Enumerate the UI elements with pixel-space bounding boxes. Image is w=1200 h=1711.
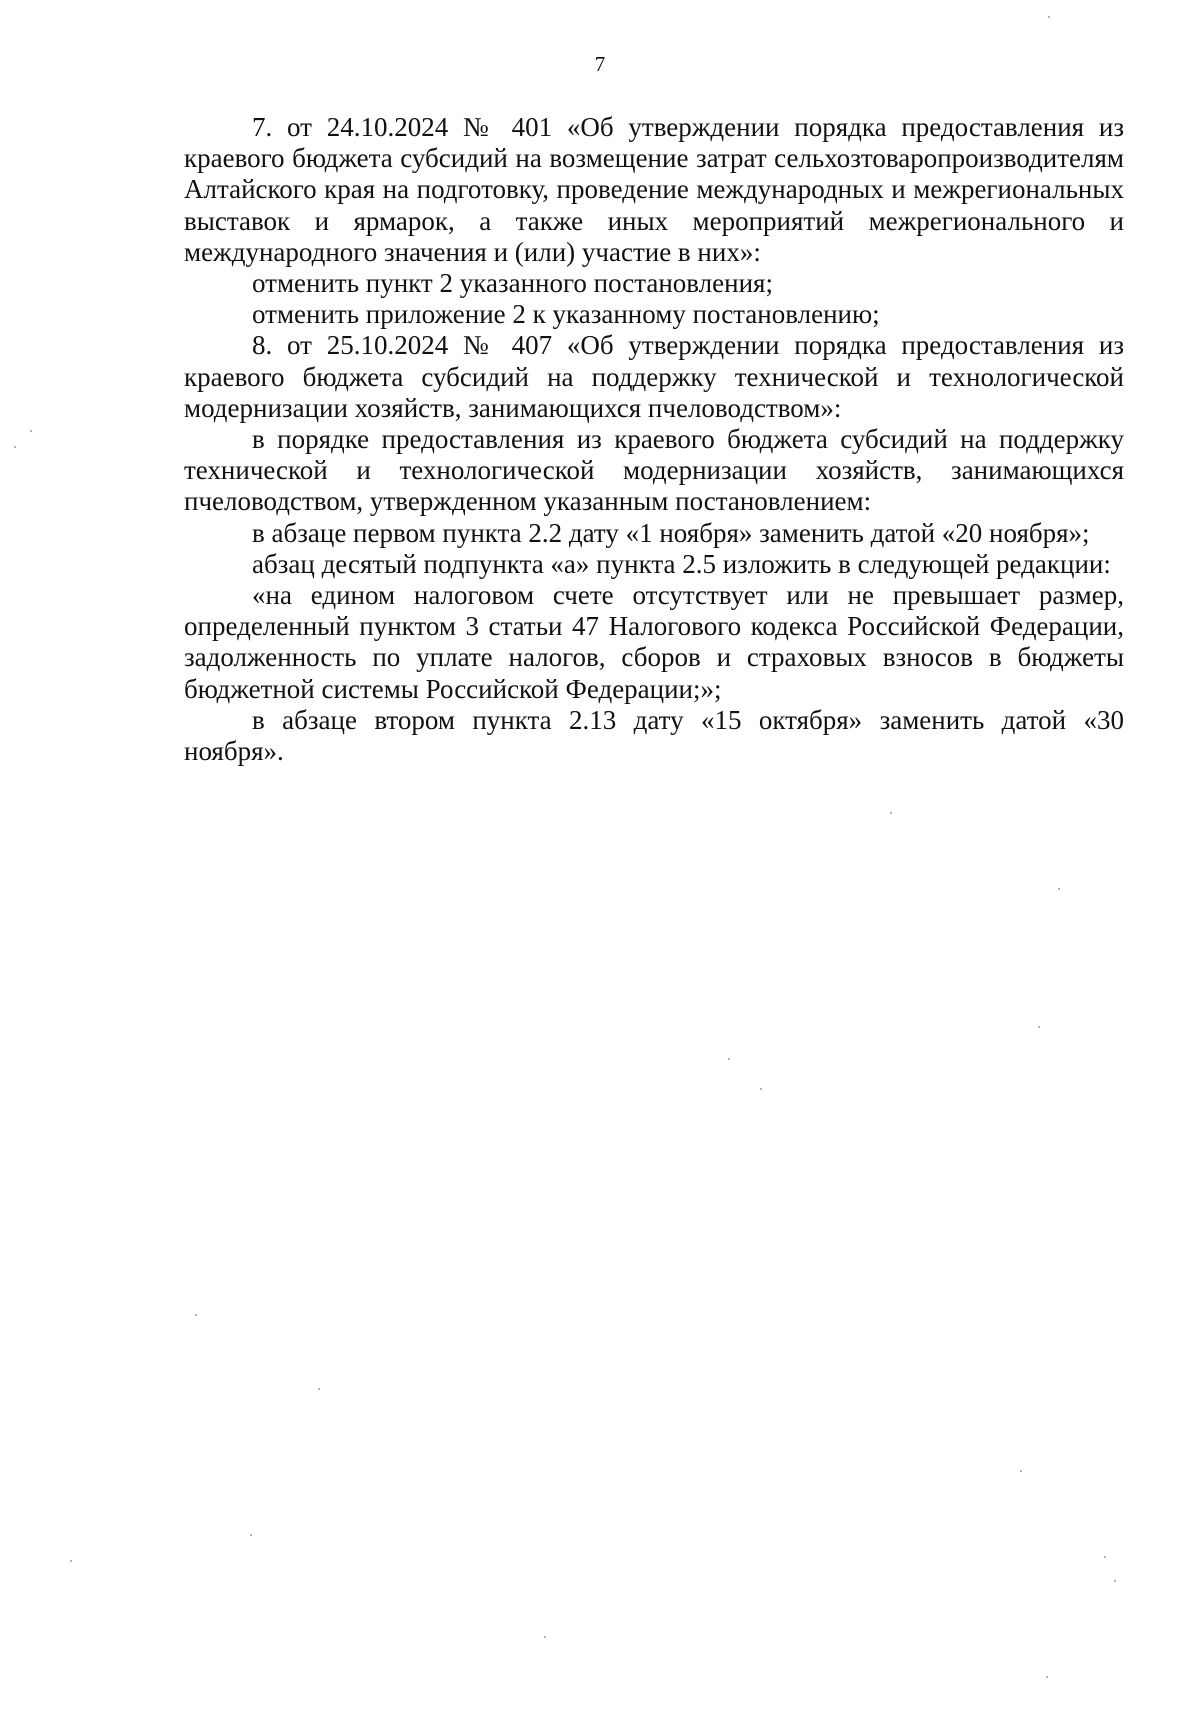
paragraph-new-wording: «на едином налоговом счете отсутствует или не превышает размер, определенный пунктом 3 статьи 47 Налогового кодекса Российской Федерации, задолженность по уплате налогов, сборов и страховых взносов в бюджеты бюджетной системы Российской Федерации;»; [184, 580, 1124, 704]
scan-speck [1048, 16, 1050, 18]
scan-speck [544, 1636, 546, 1638]
scan-speck [195, 1314, 197, 1316]
paragraph-point-2-2: в абзаце первом пункта 2.2 дату «1 ноября» заменить датой «20 ноября»; [252, 517, 1090, 548]
scan-speck [1046, 1676, 1048, 1678]
paragraph-order-intro: в порядке предоставления из краевого бюджета субсидий на поддержку технической и технологической модернизации хозяйств, занимающихся пчеловодством, утвержденном указанным постановлением: [184, 424, 1124, 517]
scan-speck [250, 1534, 252, 1536]
scan-speck [1058, 888, 1060, 890]
paragraph-cancel-point-2: отменить пункт 2 указанного постановления; [252, 268, 773, 299]
scan-speck [14, 446, 16, 448]
scan-speck [760, 1088, 762, 1090]
scan-speck [318, 1388, 320, 1390]
paragraph-cancel-appendix-2: отменить приложение 2 к указанному постановлению; [252, 299, 880, 330]
paragraph-item-8: 8. от 25.10.2024 № 407 «Об утверждении порядка предоставления из краевого бюджета субсидий на поддержку технической и технологической модернизации хозяйств, занимающихся пчеловодством»: [184, 330, 1124, 423]
scan-speck [1038, 1026, 1040, 1028]
scan-speck [1114, 1580, 1116, 1582]
paragraph-point-2-13: в абзаце втором пункта 2.13 дату «15 октября» заменить датой «30 ноября». [184, 704, 1124, 767]
document-body [184, 112, 1124, 767]
paragraph-point-2-5: абзац десятый подпункта «а» пункта 2.5 изложить в следующей редакции: [252, 548, 1111, 579]
scan-speck [728, 1058, 730, 1060]
scan-speck [1020, 1470, 1022, 1472]
page-number: 7 [594, 52, 606, 76]
paragraph-item-7: 7. от 24.10.2024 № 401 «Об утверждении порядка предоставления из краевого бюджета субсидий на возмещение затрат сельхозтоваропроизводителям Алтайского края на подготовку, проведение международных и межрегиональных выставок и ярмарок, а также иных мероприятий межрегионального и международного значения и (или) участие в них»: [184, 112, 1124, 267]
scan-speck [1104, 1556, 1106, 1558]
scan-speck [70, 1560, 72, 1562]
scan-speck [30, 430, 32, 432]
scan-speck [890, 812, 892, 814]
